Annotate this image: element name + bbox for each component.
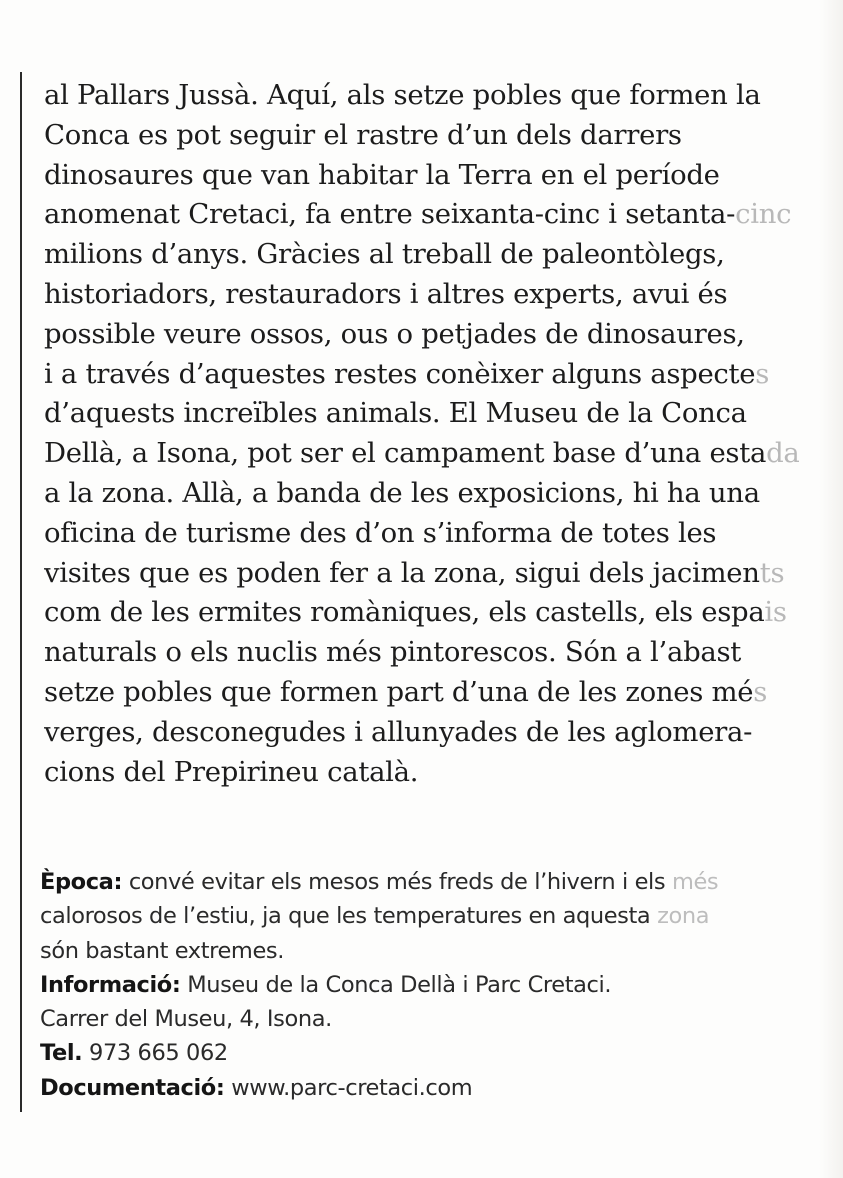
- documentacio-label: Documentació:: [40, 1074, 225, 1101]
- column-rule: [20, 72, 22, 1112]
- article-line: Conca es pot seguir el rastre d’un dels darrers: [44, 118, 682, 151]
- article-line: visites que es poden fer a la zona, sigui dels jaciments: [44, 556, 785, 589]
- tel-value: 973 665 062: [82, 1040, 228, 1067]
- article-line: i a través d’aquestes restes conèixer alguns aspectes: [44, 357, 770, 390]
- epoca-line-2: calorosos de l’estiu, ja que les temperatures en aquesta zona: [40, 903, 710, 930]
- article-body: [44, 76, 834, 792]
- epoca-label: Època:: [40, 869, 123, 895]
- article-line: dinosaures que van habitar la Terra en el període: [44, 158, 720, 191]
- tel-label: Tel.: [40, 1040, 83, 1067]
- informacio-label: Informació:: [40, 971, 181, 998]
- article-line: d’aquests increïbles animals. El Museu de la Conca: [44, 397, 747, 430]
- article-line: historiadors, restauradors i altres experts, avui és: [44, 277, 728, 310]
- article-line: setze pobles que formen part d’una de les zones més: [44, 675, 768, 708]
- epoca-line-3: són bastant extremes.: [40, 937, 284, 964]
- article-line: al Pallars Jussà. Aquí, als setze pobles que formen la: [44, 79, 761, 111]
- informacio-line-2: Carrer del Museu, 4, Isona.: [40, 1006, 332, 1033]
- article-line: verges, desconegudes i allunyades de les aglomera-: [44, 715, 753, 748]
- info-box: [40, 865, 836, 1105]
- article-line: Dellà, a Isona, pot ser el campament base d’una estada: [44, 437, 800, 470]
- article-line: cions del Prepirineu català.: [44, 755, 419, 788]
- article-line: milions d’anys. Gràcies al treball de paleontòlegs,: [44, 238, 725, 271]
- epoca-line-1: Època: convé evitar els mesos més freds de l’hivern i els més: [40, 869, 719, 895]
- documentacio-url: www.parc-cretaci.com: [224, 1074, 473, 1101]
- article-line: a la zona. Allà, a banda de les exposicions, hi ha una: [44, 476, 760, 509]
- article-line: naturals o els nuclis més pintorescos. Són a l’abast: [44, 636, 742, 669]
- documentacio-line: [40, 1071, 836, 1105]
- article-line: anomenat Cretaci, fa entre seixanta-cinc i setanta-cinc: [44, 198, 792, 231]
- article-line: oficina de turisme des d’on s’informa de totes les: [44, 516, 717, 549]
- tel-line: [40, 1036, 836, 1070]
- informacio-line-1: Informació: Museu de la Conca Dellà i Parc Cretaci.: [40, 971, 612, 998]
- article-line: possible veure ossos, ous o petjades de dinosaures,: [44, 317, 745, 350]
- article-line: com de les ermites romàniques, els castells, els espais: [44, 596, 787, 629]
